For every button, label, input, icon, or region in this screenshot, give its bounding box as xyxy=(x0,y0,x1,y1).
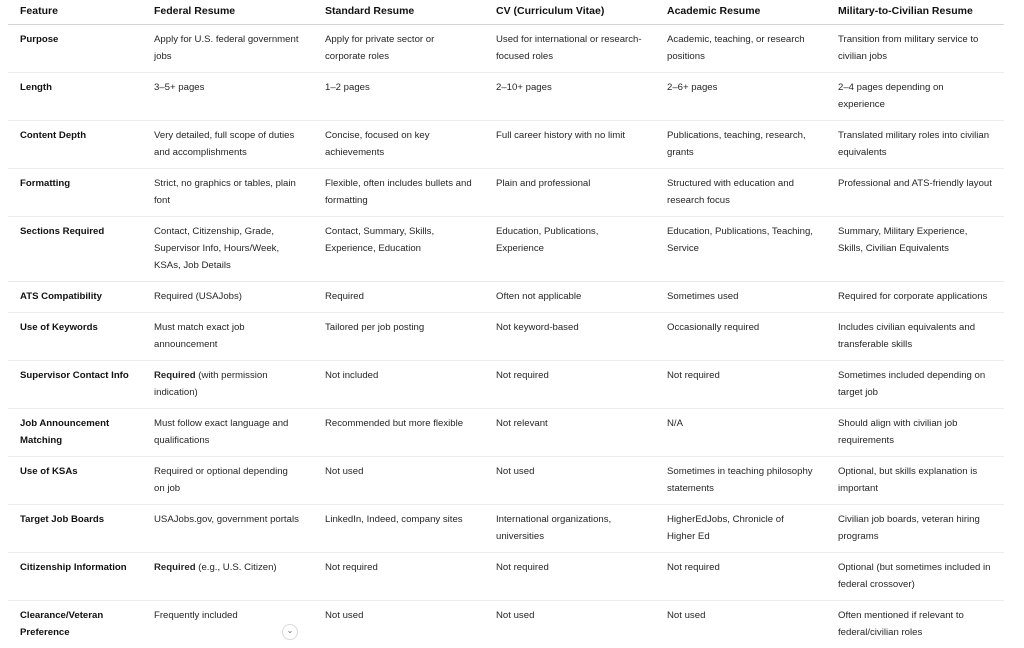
table-cell xyxy=(826,313,1004,361)
header-academic-resume: Academic Resume xyxy=(655,0,826,25)
table-cell xyxy=(655,553,826,601)
cell-text: 2–10+ pages xyxy=(496,82,552,93)
cell-text: Academic, teaching, or research positions xyxy=(667,34,805,62)
cell-text: Structured with education and research focus xyxy=(667,178,794,206)
table-row xyxy=(8,313,1004,361)
cell-text: Education, Publications, Experience xyxy=(496,226,598,254)
cell-text: Optional, but skills explanation is important xyxy=(838,466,977,494)
table-cell xyxy=(484,361,655,409)
table-cell xyxy=(655,505,826,553)
table-cell xyxy=(313,73,484,121)
feature-cell: Clearance/Veteran Preference xyxy=(8,601,142,648)
cell-text: Contact, Citizenship, Grade, Supervisor Info, Hours/Week, KSAs, Job Details xyxy=(154,226,279,271)
table-cell xyxy=(826,217,1004,282)
cell-text: Not used xyxy=(496,466,534,477)
cell-text: Contact, Summary, Skills, Experience, Education xyxy=(325,226,434,254)
feature-cell: Use of Keywords xyxy=(8,313,142,361)
comparison-table-container xyxy=(8,0,1004,648)
cell-text: Apply for U.S. federal government jobs xyxy=(154,34,299,62)
table-cell xyxy=(142,361,313,409)
cell-text: Education, Publications, Teaching, Service xyxy=(667,226,813,254)
table-cell xyxy=(826,73,1004,121)
feature-cell: Use of KSAs xyxy=(8,457,142,505)
table-cell xyxy=(655,601,826,648)
cell-text: Concise, focused on key achievements xyxy=(325,130,430,158)
table-cell xyxy=(142,217,313,282)
cell-text: HigherEdJobs, Chronicle of Higher Ed xyxy=(667,514,784,542)
table-cell xyxy=(826,553,1004,601)
table-cell xyxy=(826,505,1004,553)
cell-text: Required (USAJobs) xyxy=(154,291,242,302)
feature-cell: Content Depth xyxy=(8,121,142,169)
cell-text: Not used xyxy=(325,466,363,477)
cell-text: Flexible, often includes bullets and formatting xyxy=(325,178,472,206)
cell-text: N/A xyxy=(667,418,683,429)
bold-text: Required xyxy=(154,370,196,381)
table-cell xyxy=(142,409,313,457)
cell-text: Required xyxy=(325,291,364,302)
cell-text: Translated military roles into civilian equivalents xyxy=(838,130,989,158)
table-cell xyxy=(484,25,655,73)
cell-text: Full career history with no limit xyxy=(496,130,625,141)
table-cell xyxy=(313,313,484,361)
table-cell xyxy=(655,361,826,409)
table-cell xyxy=(484,553,655,601)
cell-text: Recommended but more flexible xyxy=(325,418,463,429)
table-body xyxy=(8,25,1004,648)
cell-text: Not required xyxy=(667,562,720,573)
cell-text: Frequently included xyxy=(154,610,238,621)
table-cell xyxy=(826,361,1004,409)
header-cv: CV (Curriculum Vitae) xyxy=(484,0,655,25)
table-row xyxy=(8,73,1004,121)
table-cell xyxy=(313,409,484,457)
table-cell xyxy=(655,457,826,505)
table-cell xyxy=(484,457,655,505)
table-cell xyxy=(484,601,655,648)
cell-text: Optional (but sometimes included in federal crossover) xyxy=(838,562,991,590)
cell-text: Sometimes included depending on target job xyxy=(838,370,985,398)
cell-text: Publications, teaching, research, grants xyxy=(667,130,806,158)
bold-text: Required xyxy=(154,562,196,573)
cell-text: Required or optional depending on job xyxy=(154,466,288,494)
feature-cell: Citizenship Information xyxy=(8,553,142,601)
cell-text: Transition from military service to civilian jobs xyxy=(838,34,978,62)
table-header-row xyxy=(8,0,1004,25)
table-cell xyxy=(826,25,1004,73)
table-row xyxy=(8,169,1004,217)
cell-text: 3–5+ pages xyxy=(154,82,204,93)
cell-text: Not required xyxy=(325,562,378,573)
table-cell xyxy=(313,121,484,169)
table-cell xyxy=(826,409,1004,457)
cell-text: (with permission indication) xyxy=(154,370,268,398)
cell-text: Not required xyxy=(667,370,720,381)
table-cell xyxy=(826,601,1004,648)
table-cell xyxy=(142,73,313,121)
cell-text: LinkedIn, Indeed, company sites xyxy=(325,514,463,525)
cell-text: Professional and ATS-friendly layout xyxy=(838,178,992,189)
table-cell xyxy=(142,505,313,553)
cell-text: Required for corporate applications xyxy=(838,291,987,302)
table-row xyxy=(8,457,1004,505)
table-row xyxy=(8,361,1004,409)
table-cell xyxy=(313,282,484,313)
table-cell xyxy=(142,121,313,169)
cell-text: 2–6+ pages xyxy=(667,82,717,93)
feature-cell: Job Announcement Matching xyxy=(8,409,142,457)
table-row xyxy=(8,553,1004,601)
cell-text: Sometimes in teaching philosophy statements xyxy=(667,466,813,494)
cell-text: Not relevant xyxy=(496,418,548,429)
feature-cell: Formatting xyxy=(8,169,142,217)
table-row xyxy=(8,601,1004,648)
table-cell xyxy=(313,457,484,505)
table-row xyxy=(8,25,1004,73)
cell-text: Not used xyxy=(325,610,363,621)
feature-cell: Supervisor Contact Info xyxy=(8,361,142,409)
cell-text: Strict, no graphics or tables, plain font xyxy=(154,178,296,206)
table-cell xyxy=(313,217,484,282)
cell-text: USAJobs.gov, government portals xyxy=(154,514,299,525)
cell-text: Should align with civilian job requirements xyxy=(838,418,957,446)
header-federal-resume: Federal Resume xyxy=(142,0,313,25)
cell-text: Often not applicable xyxy=(496,291,581,302)
table-row xyxy=(8,217,1004,282)
cell-text: Not used xyxy=(496,610,534,621)
table-cell xyxy=(655,169,826,217)
cell-text: International organizations, universities xyxy=(496,514,611,542)
table-cell xyxy=(655,409,826,457)
table-cell xyxy=(313,169,484,217)
cell-text: Summary, Military Experience, Skills, Civilian Equivalents xyxy=(838,226,967,254)
table-cell xyxy=(142,169,313,217)
header-feature: Feature xyxy=(8,0,142,25)
table-cell xyxy=(484,282,655,313)
table-cell xyxy=(826,121,1004,169)
cell-text: Occasionally required xyxy=(667,322,759,333)
table-cell xyxy=(655,25,826,73)
cell-text: 1–2 pages xyxy=(325,82,370,93)
cell-text: Includes civilian equivalents and transferable skills xyxy=(838,322,975,350)
cell-text: Apply for private sector or corporate roles xyxy=(325,34,434,62)
table-cell xyxy=(142,553,313,601)
chevron-down-icon: ⌄ xyxy=(287,626,294,635)
scroll-down-button[interactable] xyxy=(282,624,298,640)
table-cell xyxy=(142,313,313,361)
table-cell xyxy=(655,282,826,313)
table-cell xyxy=(826,282,1004,313)
table-cell xyxy=(142,457,313,505)
cell-text: Not required xyxy=(496,370,549,381)
table-cell xyxy=(484,169,655,217)
table-row xyxy=(8,282,1004,313)
table-cell xyxy=(484,313,655,361)
resume-comparison-table xyxy=(8,0,1004,648)
cell-text: (e.g., U.S. Citizen) xyxy=(196,562,277,573)
feature-cell: Length xyxy=(8,73,142,121)
feature-cell: ATS Compatibility xyxy=(8,282,142,313)
table-cell xyxy=(655,313,826,361)
table-cell xyxy=(313,601,484,648)
header-military-to-civilian-resume: Military-to-Civilian Resume xyxy=(826,0,1004,25)
table-cell xyxy=(313,553,484,601)
cell-text: Must follow exact language and qualifications xyxy=(154,418,288,446)
cell-text: Sometimes used xyxy=(667,291,738,302)
table-cell xyxy=(313,505,484,553)
table-cell xyxy=(655,217,826,282)
cell-text: Tailored per job posting xyxy=(325,322,424,333)
cell-text: Used for international or research-focused roles xyxy=(496,34,642,62)
table-row xyxy=(8,409,1004,457)
table-cell xyxy=(484,505,655,553)
cell-text: Very detailed, full scope of duties and accomplishments xyxy=(154,130,294,158)
cell-text: Must match exact job announcement xyxy=(154,322,245,350)
feature-cell: Sections Required xyxy=(8,217,142,282)
table-cell xyxy=(655,121,826,169)
table-row xyxy=(8,505,1004,553)
feature-cell: Target Job Boards xyxy=(8,505,142,553)
table-cell xyxy=(142,282,313,313)
table-cell xyxy=(313,25,484,73)
cell-text: Civilian job boards, veteran hiring programs xyxy=(838,514,980,542)
header-standard-resume: Standard Resume xyxy=(313,0,484,25)
table-cell xyxy=(313,361,484,409)
cell-text: Not used xyxy=(667,610,705,621)
table-cell xyxy=(655,73,826,121)
feature-cell: Purpose xyxy=(8,25,142,73)
table-cell xyxy=(484,217,655,282)
cell-text: Often mentioned if relevant to federal/civilian roles xyxy=(838,610,964,638)
table-row xyxy=(8,121,1004,169)
cell-text: Not included xyxy=(325,370,378,381)
table-cell xyxy=(826,169,1004,217)
table-cell xyxy=(484,409,655,457)
cell-text: Not required xyxy=(496,562,549,573)
table-cell xyxy=(484,73,655,121)
cell-text: Plain and professional xyxy=(496,178,590,189)
cell-text: Not keyword-based xyxy=(496,322,579,333)
table-cell xyxy=(826,457,1004,505)
table-cell xyxy=(142,25,313,73)
table-cell xyxy=(484,121,655,169)
cell-text: 2–4 pages depending on experience xyxy=(838,82,944,110)
